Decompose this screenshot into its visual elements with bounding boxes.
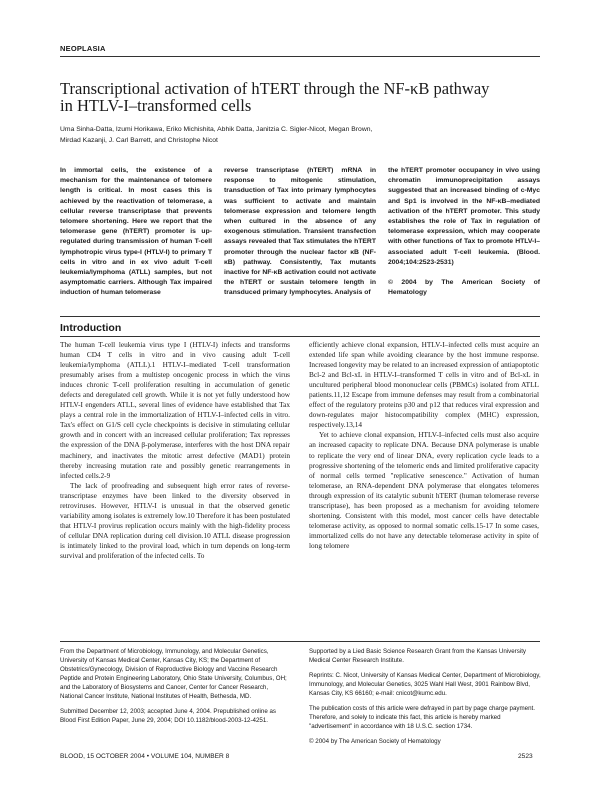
article-title: Transcriptional activation of hTERT through the NF-κB pathway in HTLV-I–transformed cells — [60, 79, 490, 115]
footnote-support: Supported by a Lied Basic Science Research Grant from the Kansas University Medical Center Research Institute. — [309, 648, 527, 664]
footnotes-right — [309, 647, 541, 752]
intro-heading: Introduction — [60, 322, 122, 334]
footnote-reprints: Reprints: C. Nicot, University of Kansas Medical Center, Department of Microbiology, Immunology, and Molecular Genetics, 3025 Wahl Hall West, 3901 Rainbow Blvd, Kansas City, KS 66160; e-mail: cnicot@kumc.edu. — [309, 672, 541, 697]
abstract-copyright: © 2004 by The American Society of Hematology — [388, 279, 540, 297]
journal-citation: BLOOD, 15 OCTOBER 2004 • VOLUME 104, NUMBER 8 — [60, 753, 230, 760]
body-col-left — [60, 340, 290, 561]
intro-rule — [60, 336, 540, 337]
author-list — [60, 125, 500, 146]
intro-left-paragraph-2: The lack of proofreading and subsequent high error rates of reverse-transcriptase enzymes have been linked to the diversity observed in retroviruses. However, HTLV-I is unusual in that the observed genetic variability among isolates is extremely low.10 Therefore it has been postulated that HTLV-I provirus replication occurs mainly with the high-fidelity process of cellular DNA replication during cell division.10 ATLL disease progression is intimately linked to the proviral load, which in turn depends on long-term survival and proliferation of the infected cells. To — [60, 480, 290, 560]
section-label: NEOPLASIA — [60, 44, 106, 53]
footnotes-left — [60, 647, 292, 731]
body-col-right — [309, 340, 539, 551]
header-rule — [60, 56, 540, 57]
footnote-submitted: Submitted December 12, 2003; accepted June 4, 2004. Prepublished online as Blood First Edition Paper, June 29, 2004; DOI 10.1182/blood-2003-12-4251. — [60, 708, 277, 724]
footnote-charges: The publication costs of this article were defrayed in part by page charge payment. Therefore, and solely to indicate this fact, this article is hereby marked "advertisement" in accordance with 18 U.S.C. section 1734. — [309, 705, 535, 730]
intro-right-paragraph-1: efficiently achieve clonal expansion, HTLV-I–infected cells must acquire an extended life span while avoiding clearance by the host immune response. Increased longevity may be related to an increased expression of antiapoptotic Bcl-2 and Bcl-xL in HTLV-I–transformed T cells in vitro and of Bcl-xL in uncultured peripheral blood mononuclear cells (PBMCs) isolated from ATLL patients.11,12 Escape from immune defenses may result from a combinatorial effect of the regulatory proteins p30 and p12 that reduces viral expression and down-regulates major histocompatibility complex (MHC) expression, respectively.13,14 — [309, 340, 539, 430]
footnote-rule — [60, 641, 540, 642]
footnote-copyright: © 2004 by The American Society of Hematology — [309, 738, 441, 745]
authors-line-1: Uma Sinha-Datta, Izumi Horikawa, Eriko Michishita, Abhik Datta, Janitzia C. Sigler-Nicot, Megan Brown, — [60, 126, 373, 133]
abstract-rule — [60, 316, 540, 317]
abstract-col-1: In immortal cells, the existence of a mechanism for the maintenance of telomere length is critical. In most cases this is achieved by the reactivation of telomerase, a cellular reverse transcriptase that prevents telomere shortening. Here we report that the telomerase gene (hTERT) promoter is up-regulated during transmission of human T-cell lymphotropic virus type-I (HTLV-I) to primary T cells in vitro and in ex vivo adult T-cell leukemia/lymphoma (ATLL) samples, but not asymptomatic carriers. Although Tax impaired induction of human telomerase — [60, 167, 212, 297]
page-number: 2523 — [518, 753, 533, 760]
authors-line-2: Mirdad Kazanji, J. Carl Barrett, and Christophe Nicot — [60, 136, 218, 144]
intro-left-paragraph-1: The human T-cell leukemia virus type I (HTLV-I) infects and transforms human CD4 T cells in vitro and in vivo causing adult T-cell leukemia/lymphoma (ATLL).1 HTLV-I–mediated T-cell transformation presumably arises from a multistep oncogenic process in which the virus induces chronic T-cell proliferation resulting in accumulation of genetic defects and deregulated cell growth. While it is not yet fully understood how HTLV-I engenders ATLL, several lines of evidence have established that Tax plays a central role in the immortalization of HTLV-I–infected cells in vitro. Tax's effect on G1/S cell cycle checkpoints is decisive in stimulating cellular growth and in concert with an increased cellular proliferation; Tax represses the expression of the DNA β-polymerase, interferes with the host DNA repair machinery, and inactivates the mitotic arrest defective (MAD1) protein thereby increasing mutation rate and possibly genetic rearrangements in infected cells.2-9 — [60, 340, 290, 480]
intro-right-paragraph-2: Yet to achieve clonal expansion, HTLV-I–infected cells must also acquire an increased capacity to replicate DNA. Because DNA polymerase is unable to replicate the very end of linear DNA, every replication cycle leads to a progressive shortening of the telomeric ends and limited proliferative capacity of normal cells termed "replicative senescence." Activation of human telomerase, an RNA-dependent DNA polymerase that elongates telomeres through expression of its catalytic subunit hTERT (human telomerase reverse transcriptase), has been proposed as a mechanism for avoiding telomere shortening. Consistent with this model, most cancer cells have detectable telomerase activity, as opposed to normal somatic cells.15-17 In some cases, immortalized cells do not have any detectable telomerase activity in spite of long telomere — [309, 430, 539, 550]
abstract-col-3 — [388, 166, 540, 298]
footnote-affiliations: From the Department of Microbiology, Immunology, and Molecular Genetics, University of Kansas Medical Center, Kansas City, KS; the Department of Obstetrics/Gynecology, Division of Reproductive Biology and Vaccine Research Peptide and Protein Engineering Laboratory, Ohio State University, Columbus, OH; and the Laboratory of Biosystems and Cancer, Center for Cancer Research, National Cancer Institute, National Institutes of Health, Bethesda, MD. — [60, 648, 287, 700]
abstract-col-2: reverse transcriptase (hTERT) mRNA in response to mitogenic stimulation, transduction of Tax into primary lymphocytes was sufficient to activate and maintain telomerase expression and telomere length when cultured in the absence of any exogenous stimulation. Transient transfection assays revealed that Tax stimulates the hTERT promoter through the nuclear factor κB (NF-κB) pathway. Consistently, Tax mutants inactive for NF-κB activation could not activate the hTERT or sustain telomere length in transduced primary lymphocytes. Analysis of — [224, 167, 376, 297]
abstract-col-3-text: the hTERT promoter occupancy in vivo using chromatin immunoprecipitation assays suggested that an increased binding of c-Myc and Sp1 is involved in the NF-κB–mediated activation of the hTERT promoter. This study establishes the role of Tax in regulation of telomerase expression, which may cooperate with other functions of Tax to promote HTLV-I–associated adult T-cell leukemia. (Blood. 2004;104:2523-2531) — [388, 167, 540, 266]
